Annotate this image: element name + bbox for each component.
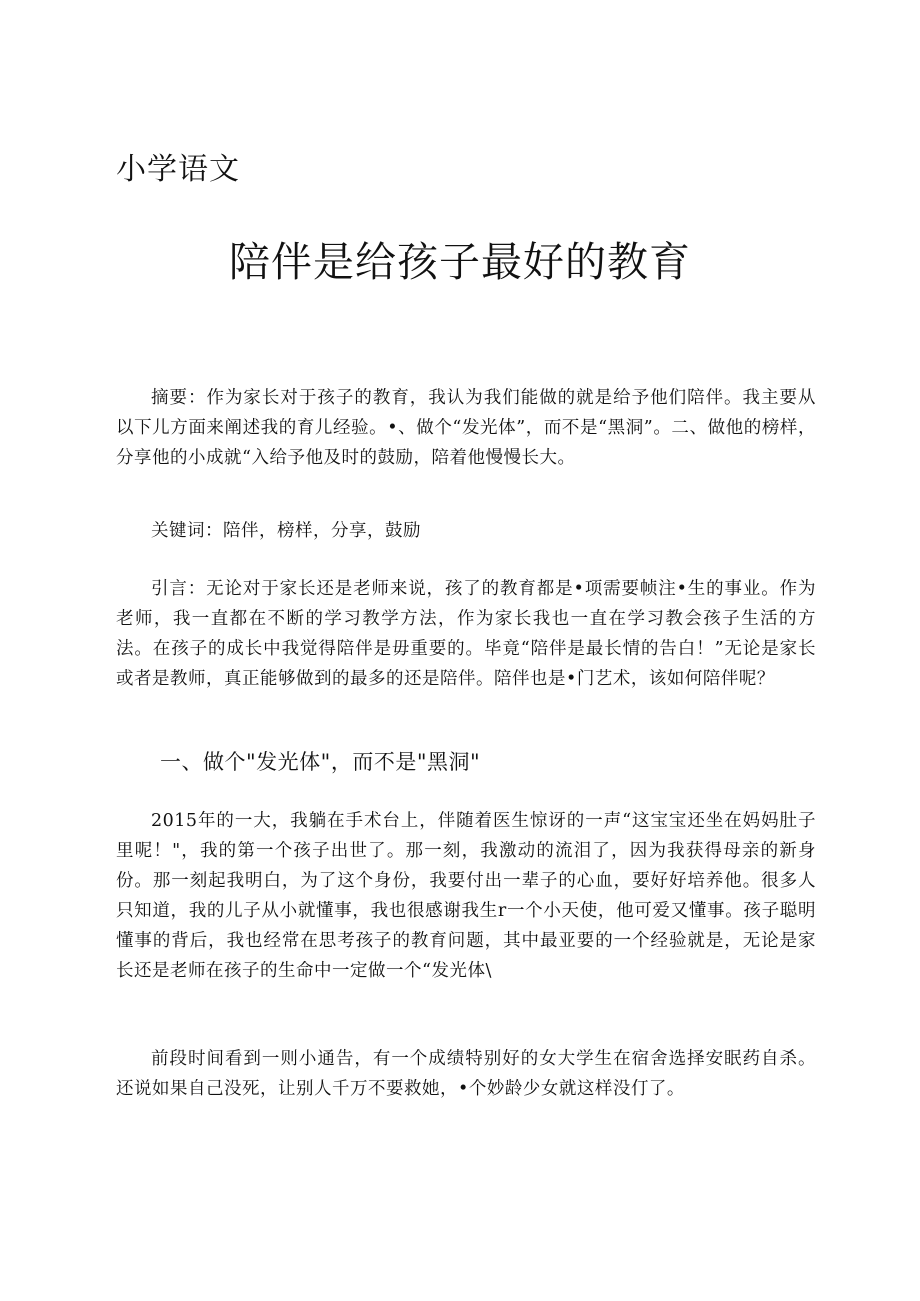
- keywords-paragraph: 关键词：陪伴，榜样，分享，鼓励: [151, 521, 421, 541]
- page-title: 陪伴是给孩子最好的教育: [229, 238, 691, 286]
- subject-label: 小学语文: [116, 152, 240, 187]
- intro-paragraph: 引言：无论对于家长还是老师来说，孩了的教育都是•项需要帧注•生的事业。作为老师，我一直都在不断的学习教学方法，作为家长我也一直在学习教会孩子生活的方法。在孩子的成长中我觉得陪伴是毋重要的。毕竟“陪伴是最长情的告白！”无论是家长或者是教师，真正能够做到的最多的还是陪伴。陪伴也是•门艺术，该如何陪伴呢？: [116, 579, 816, 689]
- body-paragraph-2: 前段时间看到一则小通告，有一个成绩特别好的女大学生在宿舍选择安眠药自杀。还说如果自己没死，让别人千万不要救她，•个妙龄少女就这样没仃了。: [116, 1049, 816, 1099]
- abstract-paragraph: 摘要：作为家长对于孩子的教育，我认为我们能做的就是给予他们陪伴。我主要从以下儿方面来阐述我的育儿经验。•、做个“发光体”，而不是“黑洞”。二、做他的榜样，分享他的小成就“入给予他及时的鼓励，陪着他慢慢长大。: [116, 388, 816, 468]
- body-paragraph-1: 2015年的一大，我躺在手术台上，伴随着医生惊讶的一声“这宝宝还坐在妈妈肚子里呢！"，我的第一个孩子出世了。那一刻，我激动的流泪了，因为我获得母亲的新身份。那一刻起我明白，为了这个身份，我要付出一辈子的心血，要好好培养他。很多人只知道，我的儿子从小就懂事，我也很感谢我生r一个小天使，他可爱又懂事。孩子聪明懂事的背后，我也经常在思考孩子的教育问题，其中最亚要的一个经验就是，无论是家长还是老师在孩子的生命中一定做一个“发光体\: [116, 811, 816, 981]
- section-heading: 一、做个"发光体"，而不是"黑洞": [160, 750, 481, 774]
